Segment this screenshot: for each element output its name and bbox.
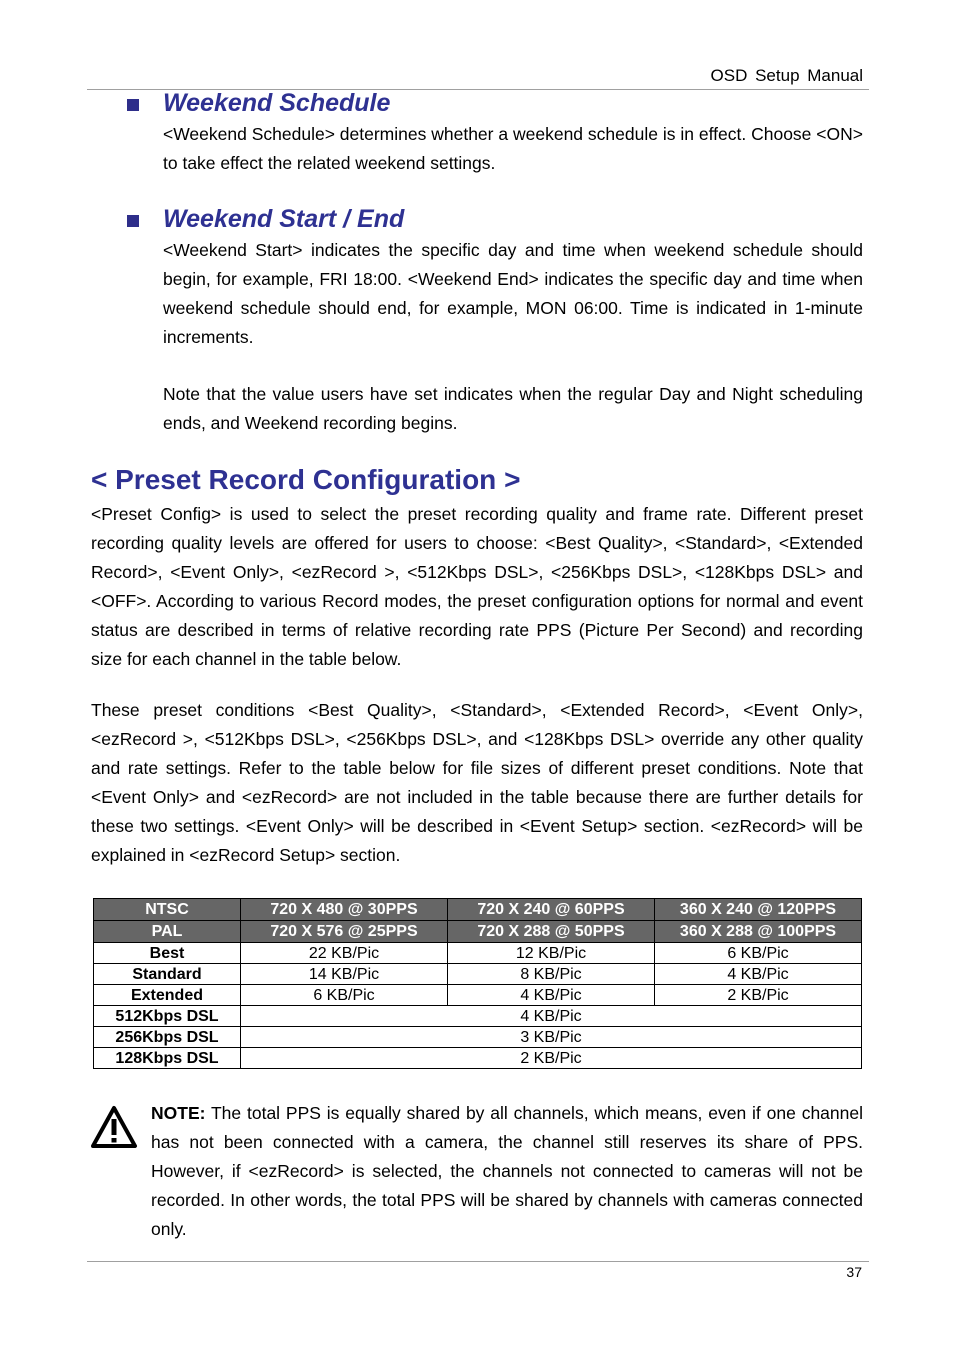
paragraph-weekend-start-end: <Weekend Start> indicates the specific day and time when weekend schedule should begin, for example, FRI 18:00. <Weekend End> indicates the specific day and time when weekend schedule should end, for example, MON 06:00. Time is indicated in 1-minute increments. [163, 240, 863, 347]
table-row-label: Best [94, 943, 241, 964]
table-row-label: Extended [94, 985, 241, 1006]
table-cell: 4 KB/Pic [448, 985, 655, 1006]
footer-rule [87, 1261, 869, 1262]
table-row-label: 256Kbps DSL [94, 1027, 241, 1048]
table-cell: 6 KB/Pic [241, 985, 448, 1006]
heading-preset-record-configuration: < Preset Record Configuration > [91, 464, 521, 495]
table-header-cell: PAL [94, 921, 241, 943]
warning-triangle-icon [90, 1104, 138, 1150]
table-header-cell: NTSC [94, 899, 241, 921]
table-header-cell: 720 X 576 @ 25PPS [241, 921, 448, 943]
table-cell: 3 KB/Pic [241, 1027, 862, 1048]
heading-weekend-start-end: Weekend Start / End [163, 205, 405, 233]
table-header-cell: 720 X 480 @ 30PPS [241, 899, 448, 921]
table-row-label: 128Kbps DSL [94, 1048, 241, 1069]
page-number: 37 [846, 1264, 862, 1280]
table-header-row [94, 899, 862, 921]
table-row-label: 512Kbps DSL [94, 1006, 241, 1027]
paragraph-preset-override: These preset conditions <Best Quality>, <Standard>, <Extended Record>, <Event Only>, <ezRecord >, <512Kbps DSL>, <256Kbps DSL>, and <128Kbps DSL> override any other quality and rate settings. Refer to the table below for file sizes of different preset conditions. Note that <Event Only> and <ezRecord> are not included in the table because there are further details for these two settings. <Event Only> will be described in <Event Setup> section. <ezRecord> will be explained in <ezRecord Setup> section. [91, 700, 863, 865]
table-header-cell: 360 X 240 @ 120PPS [655, 899, 862, 921]
table-cell: 6 KB/Pic [655, 943, 862, 964]
table-row [94, 1006, 862, 1027]
table-header-row [94, 921, 862, 943]
table-cell: 2 KB/Pic [655, 985, 862, 1006]
table-row [94, 1048, 862, 1069]
paragraph-preset-intro: <Preset Config> is used to select the preset recording quality and frame rate. Different preset recording quality levels are offered for users to choose: <Best Quality>, <Standard>, <Extended Record>, <Event Only>, <ezRecord >, <512Kbps DSL>, <256Kbps DSL>, <128Kbps DSL> and <OFF>. According to various Record modes, the preset configuration options for normal and event status are described in terms of relative recording rate PPS (Picture Per Second) and recording size for each channel in the table below. [91, 504, 863, 669]
heading-weekend-schedule: Weekend Schedule [163, 89, 391, 117]
paragraph-weekend-schedule: <Weekend Schedule> determines whether a weekend schedule is in effect. Choose <ON> to take effect the related weekend settings. [163, 124, 863, 173]
table-cell: 4 KB/Pic [655, 964, 862, 985]
paragraph-weekend-note: Note that the value users have set indicates when the regular Day and Night scheduling ends, and Weekend recording begins. [163, 384, 863, 433]
table-cell: 22 KB/Pic [241, 943, 448, 964]
table-cell: 8 KB/Pic [448, 964, 655, 985]
table-header-cell: 720 X 288 @ 50PPS [448, 921, 655, 943]
table-header-cell: 720 X 240 @ 60PPS [448, 899, 655, 921]
table-row [94, 964, 862, 985]
preset-size-table [93, 898, 862, 1069]
bullet-square-icon [127, 99, 139, 111]
bullet-square-icon [127, 215, 139, 227]
note-paragraph [151, 1099, 863, 1244]
table-cell: 2 KB/Pic [241, 1048, 862, 1069]
table-cell: 14 KB/Pic [241, 964, 448, 985]
note-text: The total PPS is equally shared by all channels, which means, even if one channel has not been connected with a camera, the channel still reserves its share of PPS. However, if <ezRecord> is selected, the channels not connected to cameras will not be recorded. In other words, the total PPS will be shared by channels with cameras connected only. [151, 1103, 863, 1239]
table-row [94, 943, 862, 964]
table-row-label: Standard [94, 964, 241, 985]
table-row [94, 1027, 862, 1048]
table-row [94, 985, 862, 1006]
running-header: OSD Setup Manual [710, 66, 863, 85]
table-cell: 12 KB/Pic [448, 943, 655, 964]
note-label: NOTE: [151, 1103, 206, 1123]
table-header-cell: 360 X 288 @ 100PPS [655, 921, 862, 943]
table-cell: 4 KB/Pic [241, 1006, 862, 1027]
